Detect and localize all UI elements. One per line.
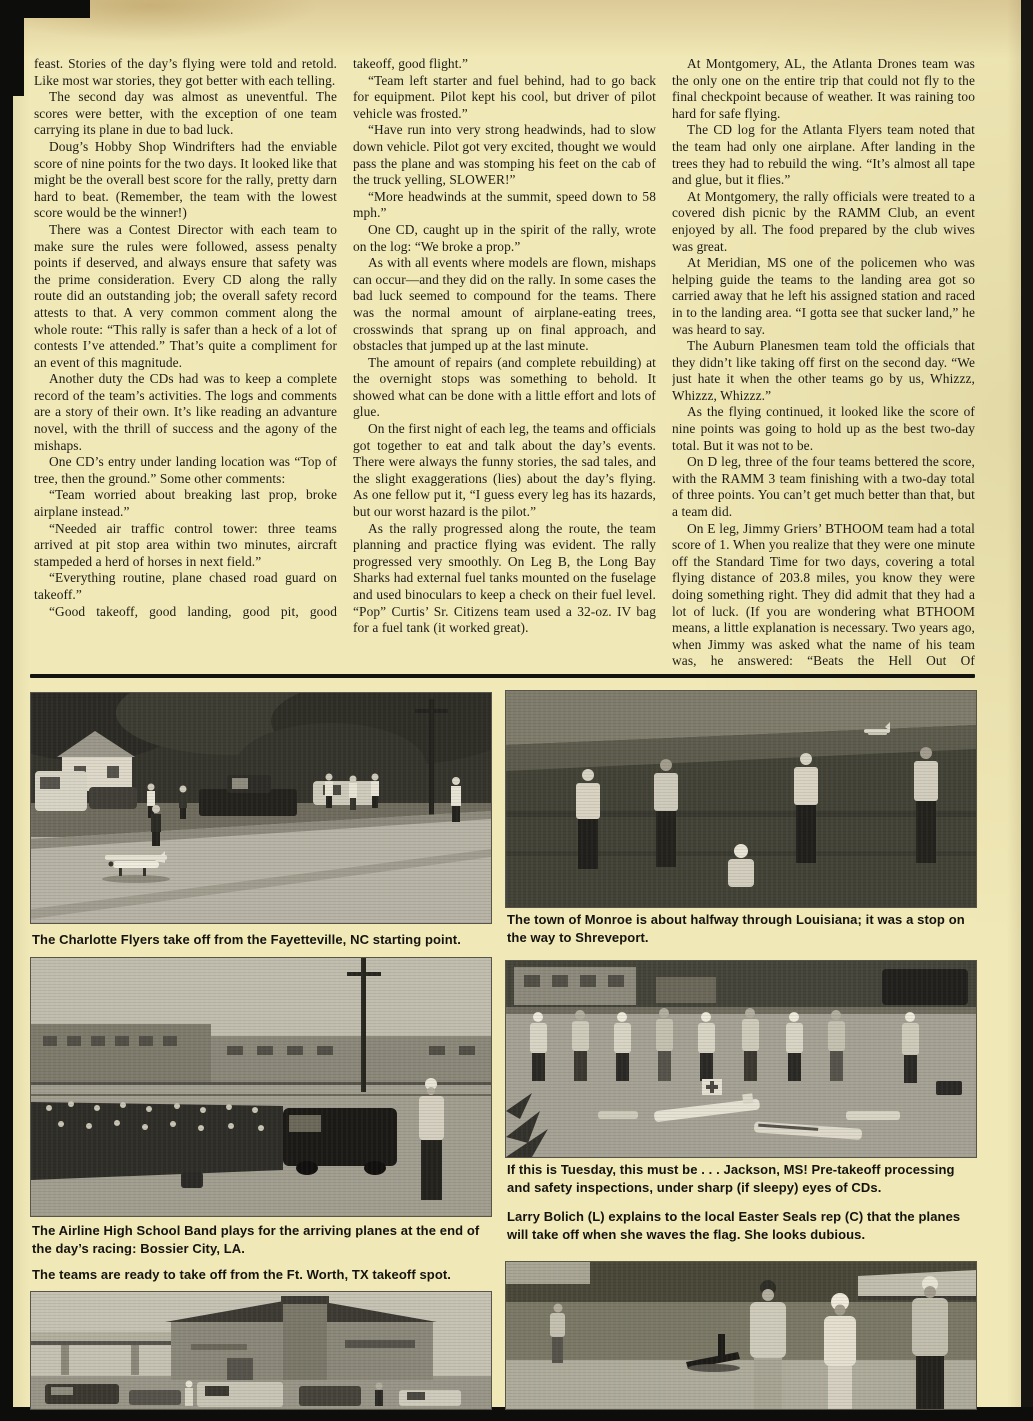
- paragraph: “Have run into very strong headwinds, had to slow down vehicle. Pilot got very excited, thought we would pass the plane and was stomping his feet on the cab of the truck yelling, SLOWER!”: [353, 122, 656, 188]
- photo-larry-bolich: [505, 1261, 977, 1410]
- paragraph: The CD log for the Atlanta Flyers team noted that the team had only one airplane. After landing in the trees they had to rebuild the wing. “It’s almost all tape and glue, but it flies.”: [672, 122, 975, 188]
- photo-caption-monroe: The town of Monroe is about halfway through Louisiana; it was a stop on the way to Shreveport.: [507, 912, 965, 945]
- larry-bolich-illustration: [506, 1262, 976, 1409]
- paragraph: Another duty the CDs had was to keep a complete record of the team’s activities. The logs and comments are a story of their own. It’s like reading an advanture novel, with the thrill of success and the agony of the mishaps.: [34, 371, 337, 453]
- paragraph: One CD’s entry under landing location was “Top of tree, then the ground.” Some other comments:: [34, 454, 337, 486]
- article-column-3: [672, 56, 975, 670]
- paragraph: “Good takeoff, good landing, good pit, good: [49, 603, 337, 619]
- paragraph: “Team left starter and fuel behind, had to go back for equipment. Pilot kept his cool, but driver of pilot vehicle was frosted.”: [353, 72, 656, 121]
- photo-caption-band: The Airline High School Band plays for the arriving planes at the end of the day’s racing: Bossier City, LA.: [32, 1223, 480, 1256]
- paragraph: “Needed air traffic control tower: three teams arrived at pit stop area within two minutes, aircraft stampeded a herd of horses in next field.”: [34, 520, 337, 569]
- paragraph: “Team worried about breaking last prop, broke airplane instead.”: [34, 487, 337, 520]
- photo-monroe-field: [505, 690, 977, 908]
- scan-edge-right: [1021, 0, 1033, 1421]
- photo-jackson-inspection: [505, 960, 977, 1158]
- charlotte-takeoff-illustration: [31, 693, 491, 923]
- paragraph: feast. Stories of the day’s flying were told and retold. Like most war stories, they got better with each telling.: [34, 56, 337, 88]
- photo-charlotte-takeoff: [30, 692, 492, 924]
- paragraph: At Meridian, MS one of the policemen who was helping guide the teams to the landing area got so carried away that he left his assigned station and raced in to the landing area. “I gotta see that sucker land,” he was heard to say.: [672, 255, 975, 337]
- paragraph: As the flying continued, it looked like the score of nine points was going to hold up as the best two-day total. But it was not to be.: [672, 404, 975, 453]
- paragraph: The second day was almost as uneventful. The scores were better, with the exception of one team carrying its plane in due to bad luck.: [34, 89, 337, 138]
- utility-pole: [361, 958, 366, 1092]
- paragraph: On the first night of each leg, the teams and officials got together to eat and talk about the day’s events. There were always the funny stories, the sad tales, and the slight exaggerations (lies) about the day’s flying. As one fellow put it, “I guess every leg has its hazards, but our worst hazard is the pilot.”: [353, 421, 656, 520]
- section-divider-rule: [30, 674, 975, 678]
- ftworth-takeoff-illustration: [31, 1292, 491, 1409]
- van: [283, 1108, 397, 1175]
- photo-caption-jackson: If this is Tuesday, this must be . . . Jackson, MS! Pre-takeoff processing and safety inspections, under sharp (if sleepy) eyes of CDs.: [507, 1162, 955, 1195]
- airline-band-illustration: [31, 958, 491, 1216]
- paragraph: The amount of repairs (and complete rebuilding) at the overnight stops was something to behold. It showed what can be done with a little effort and lots of glue.: [353, 354, 656, 420]
- paragraph: “Everything routine, plane chased road guard on takeoff.”: [34, 570, 337, 602]
- jackson-inspection-illustration: [506, 961, 976, 1157]
- paragraph: As with all events where models are flown, mishaps can occur—and they did on the rally. In some cases the bad luck seemed to compound for the teams. There was the normal amount of airplane-eating trees, crosswinds that sprang up on final approach, and obstacles that jumped up at the last minute.: [353, 255, 656, 354]
- paragraph: takeoff, good flight.”: [353, 56, 468, 71]
- article-column-2: [353, 56, 656, 670]
- paragraph: At Montgomery, the rally officials were treated to a covered dish picnic by the RAMM Club, an event enjoyed by all. The food prepared by the club wives was great.: [672, 188, 975, 254]
- paragraph: The Auburn Planesmen team told the officials that they didn’t like taking off first on the second day. “We just hate it when the other teams go by us, Whizzz, Whizzz, Whizzz.”: [672, 338, 975, 403]
- paragraph: “More headwinds at the summit, speed down to 58 mph.”: [353, 188, 656, 221]
- photo-ftworth-takeoff: [30, 1291, 492, 1410]
- paragraph: On D leg, three of the four teams bettered the score, with the RAMM 3 team finishing with a two-day total of three points. You can’t get much better than that, but a team did.: [672, 454, 975, 520]
- monroe-field-illustration: [506, 691, 976, 907]
- paragraph: On E leg, Jimmy Griers’ BTHOOM team had a total score of 1. When you realize that they were one minute off the Standard Time for two days, covering a total flying distance of 203.8 miles, you know they were doing something right. They did admit that they had a lot of luck. (If you are wondering what BTHOOM means, a little explanation is necessary. Two years ago, when Jimmy was asked what the name of his team was, he answered: “Beats the Hell Out Of: [672, 520, 975, 669]
- utility-pole: [429, 699, 434, 829]
- band-crowd: [31, 1102, 283, 1180]
- scan-edge-corner: [0, 0, 24, 96]
- photo-airline-band: [30, 957, 492, 1217]
- photo-caption-ftworth: The teams are ready to take off from the Ft. Worth, TX takeoff spot.: [32, 1267, 452, 1282]
- article-column-1: [34, 56, 337, 670]
- photo-caption-charlotte: The Charlotte Flyers take off from the Fayetteville, NC starting point.: [32, 932, 461, 947]
- article-body: [34, 56, 975, 670]
- scan-edge-left: [0, 0, 13, 1421]
- photo-caption-larry: Larry Bolich (L) explains to the local Easter Seals rep (C) that the planes will take off when she waves the flag. She looks dubious.: [507, 1209, 961, 1242]
- paragraph: As the rally progressed along the route, the team planning and practice flying was evident. The rally progressed very smoothly. On Leg B, the Long Bay Sharks had external fuel tanks mounted on the fuselage and used binoculars to keep a check on their fuel level. “Pop” Curtis’ Sr. Citizens team used a 32-oz. IV bag for a fuel tank (it worked great).: [353, 520, 656, 636]
- paragraph: Doug’s Hobby Shop Windrifters had the enviable score of nine points for the two days. It looked like that might be the overall best score for the rally, pretty darn hard to beat. (Remember, the team with the lowest score would be the winner!): [34, 138, 337, 221]
- paragraph: At Montgomery, AL, the Atlanta Drones team was the only one on the entire trip that could not fly to the final checkpoint because of weather. It was raining too hard for safe flying.: [672, 56, 975, 121]
- paragraph: One CD, caught up in the spirit of the rally, wrote on the log: “We broke a prop.”: [353, 221, 656, 254]
- paragraph: There was a Contest Director with each team to make sure the rules were followed, assess penalty points if deserved, and always ensure that safety was the prime consideration. Every CD along the rally route did an outstanding job; the overall safety record attests to that. A very common comment along the whole route: “This rally is safer than a heck of a lot of contests I’ve attended.” That’s quite a compliment for an event of this magnitude.: [34, 221, 337, 370]
